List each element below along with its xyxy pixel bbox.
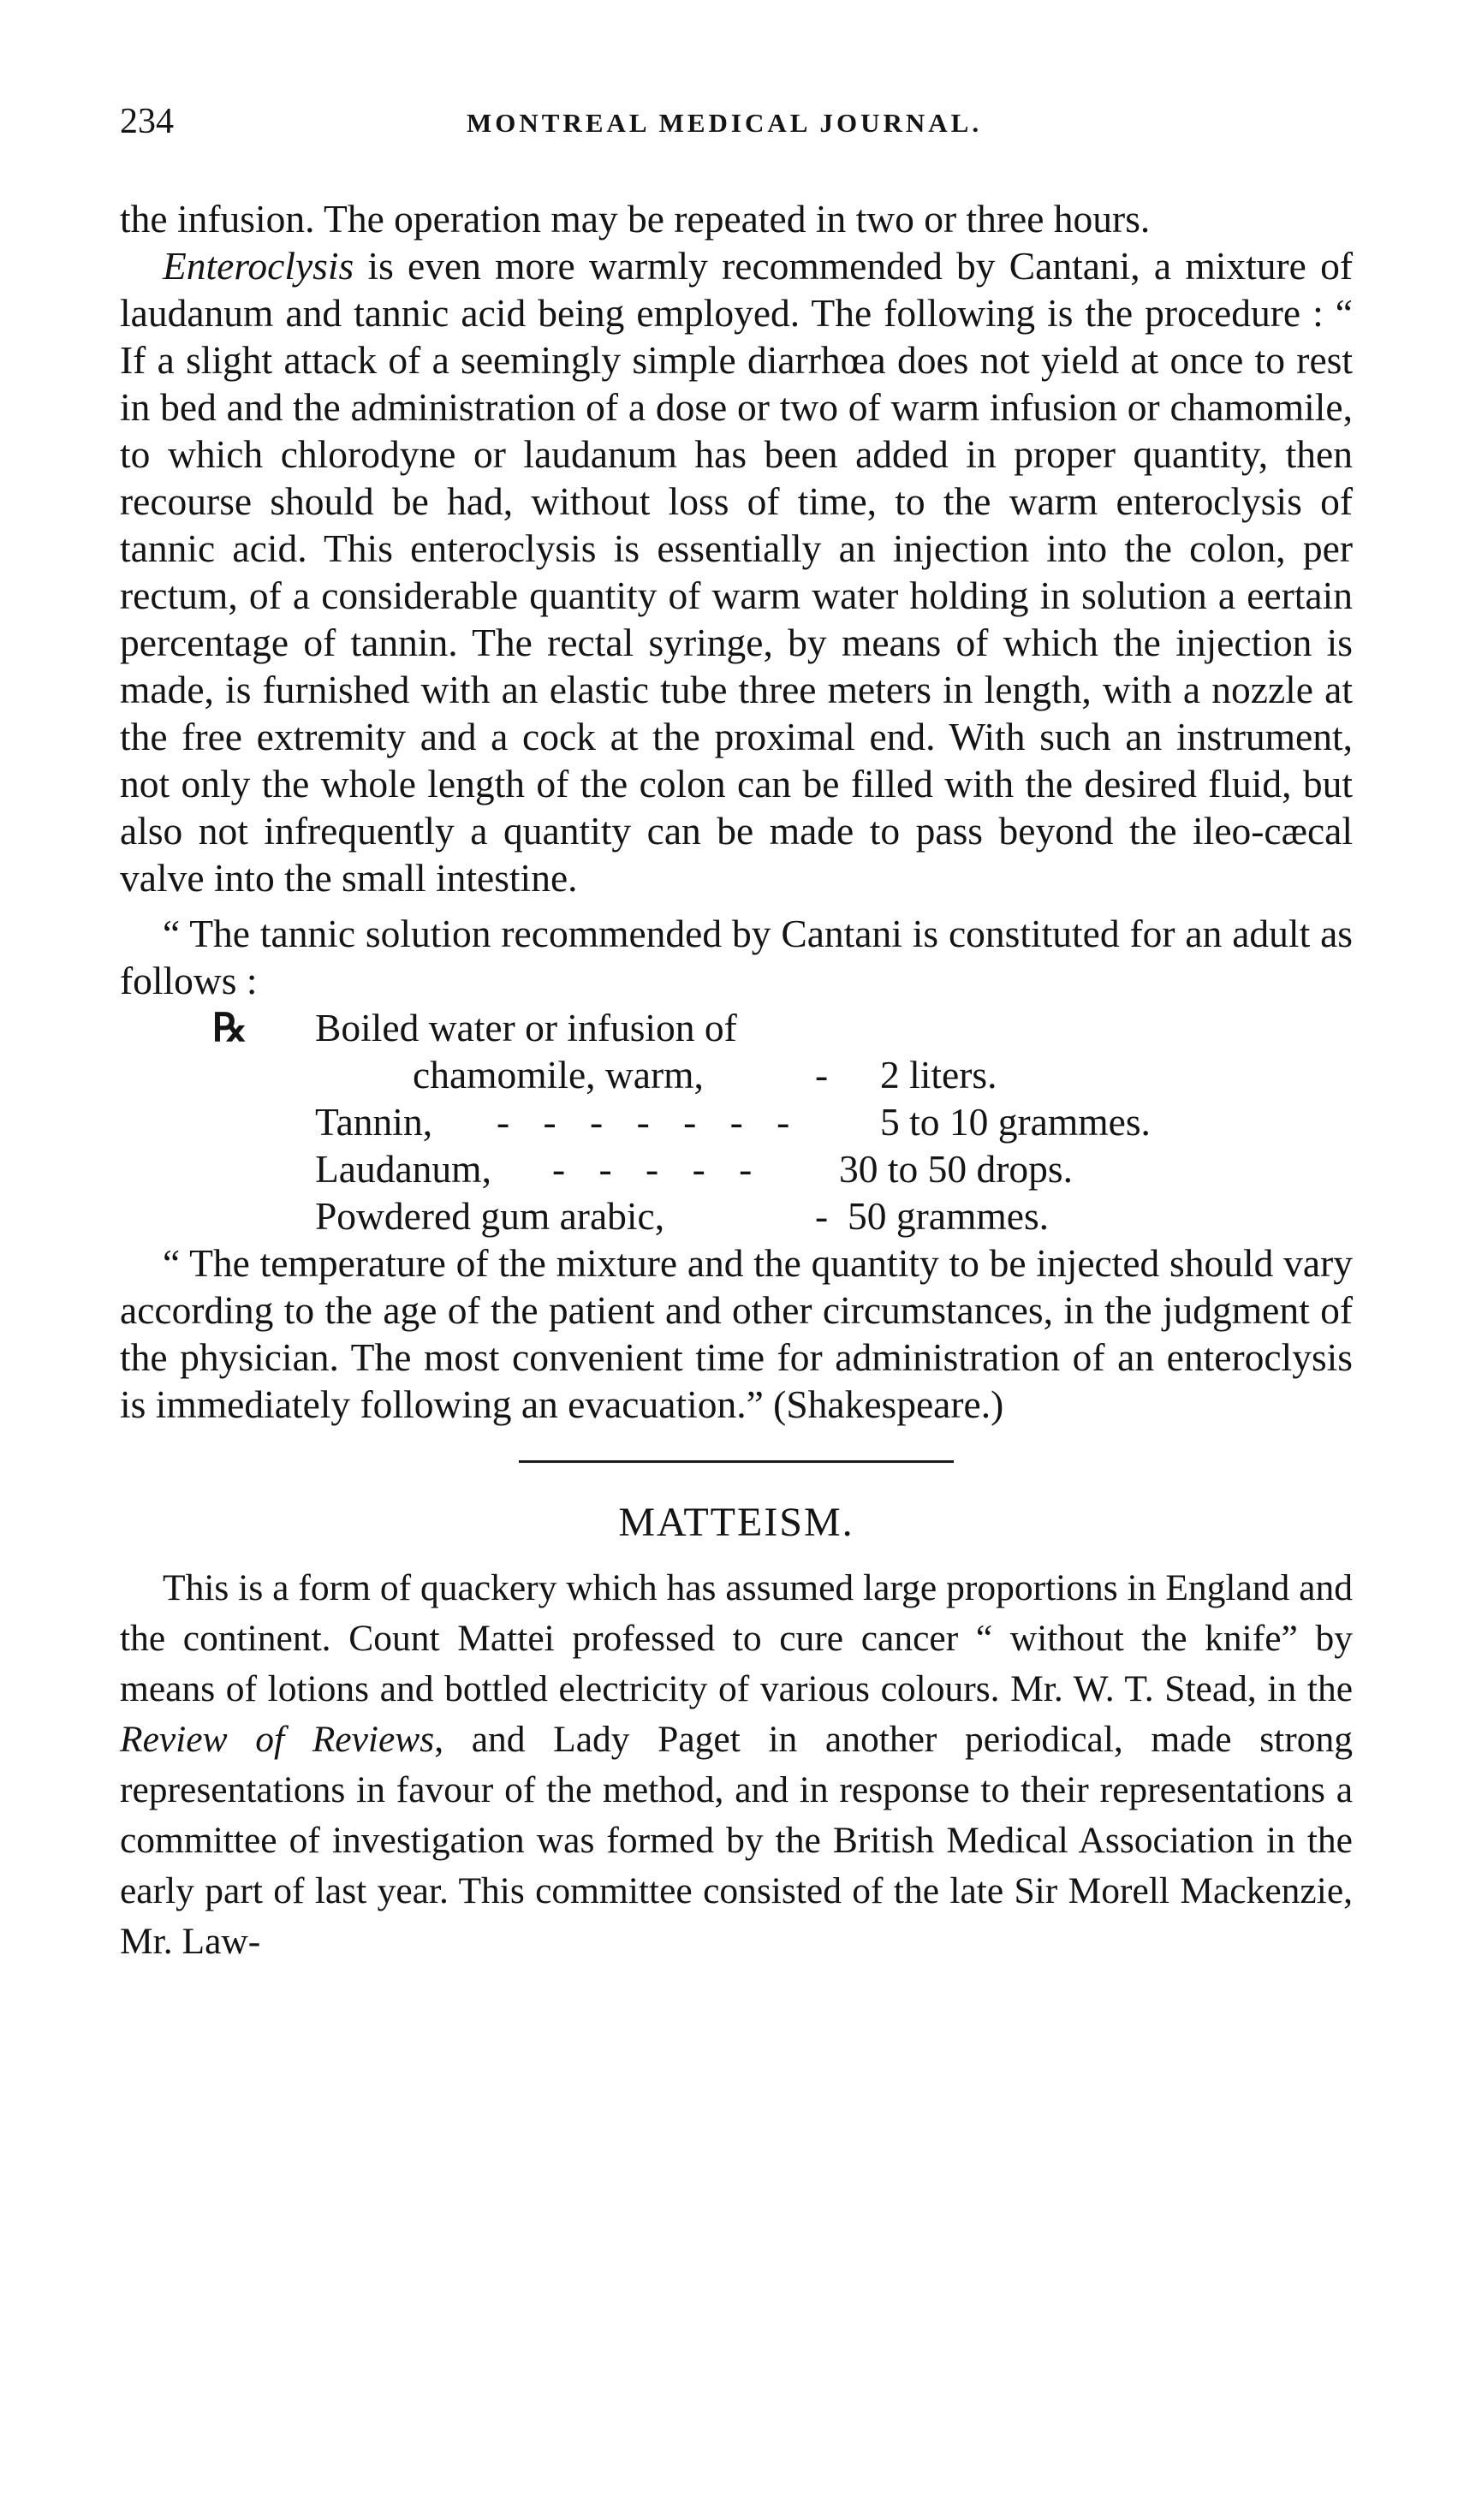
recipe-line-chamomile: chamomile, warm, <box>413 1053 704 1097</box>
page-number: 234 <box>120 102 174 141</box>
paragraph-matteism <box>120 1563 1353 1967</box>
paragraph-temperature: “ The temperature of the mixture and the quantity to be injected should vary according to the age of the patient and other circumstances, in the judgment of the physician. The most convenient time for administration of an enteroclysis is immediately following an evacuation.” (Shakespeare.) <box>120 1241 1353 1426</box>
recipe-amount-chamomile: 2 liters. <box>880 1053 997 1097</box>
recipe-amount-tannin: 5 to 10 grammes. <box>880 1100 1151 1144</box>
section-heading: MATTEISM. <box>618 1500 854 1545</box>
term-enteroclysis: Enteroclysis <box>163 244 354 288</box>
section-matteism <box>120 1563 1353 1967</box>
paragraph-tannic-solution: “ The tannic solution recommended by Cantani is constituted for an adult as follows : <box>120 912 1353 1002</box>
recipe-block <box>120 1004 1353 1239</box>
recipe-leader-chamomile: - <box>815 1053 841 1097</box>
paragraph-enteroclysis <box>120 242 1353 901</box>
recipe-line-laudanum: Laudanum, <box>315 1147 491 1191</box>
periodical-title: Review of Reviews <box>120 1719 435 1760</box>
rx-symbol: ℞ <box>212 1006 247 1049</box>
recipe-leader-gum-arabic: - <box>815 1194 841 1238</box>
journal-title: MONTREAL MEDICAL JOURNAL. <box>467 108 983 138</box>
journal-page <box>120 101 1353 1967</box>
recipe-line-gum-arabic: Powdered gum arabic, <box>315 1194 665 1238</box>
recipe-leader-tannin: - - - - - - - <box>497 1100 802 1144</box>
recipe-amount-gum-arabic: 50 grammes. <box>848 1194 1050 1238</box>
section-divider <box>519 1460 954 1463</box>
paragraph-infusion: the infusion. The operation may be repeated in two or three hours. <box>120 197 1151 241</box>
paragraph-matteism-text-a: This is a form of quackery which has assumed large proportions in England and the continent. Count Mattei professed to cure cancer “ without the knife” by means of lotions and bottled electricity of various colours. Mr. W. T. Stead, in the <box>120 1567 1353 1709</box>
recipe-line-boiled-water: Boiled water or infusion of <box>315 1006 737 1049</box>
paragraph-enteroclysis-text: is even more warmly recommended by Cantani, a mixture of laudanum and tannic acid being employed. The following is the procedure : “ If a slight attack of a seemingly simple diarrhœa does not yield at once to rest in bed and the administration of a dose or two of warm infusion or chamomile, to which chlorodyne or laudanum has been added in proper quantity, then recourse should be had, without loss of time, to the warm enteroclysis of tannic acid. This enteroclysis is essentially an injection into the colon, per rectum, of a considerable quantity of warm water holding in solution a eertain percentage of tannin. The rectal syringe, by means of which the injection is made, is furnished with an elastic tube three meters in length, with a nozzle at the free extremity and a cock at the proximal end. With such an instrument, not only the whole length of the colon can be filled with the desired fluid, but also not infrequently a quantity can be made to pass beyond the ileo-cæcal valve into the small intestine. <box>120 244 1353 900</box>
running-head <box>120 101 1353 152</box>
recipe-leader-laudanum: - - - - - <box>552 1147 765 1191</box>
paragraph-matteism-text-b: , and Lady Paget in another periodical, made strong representations in favour of the method, and in response to their representations a committee of investigation was formed by the British Medical Association in the early part of last year. This committee consisted of the late Sir Morell Mackenzie, Mr. Law- <box>120 1719 1353 1962</box>
recipe-amount-laudanum: 30 to 50 drops. <box>839 1147 1073 1191</box>
recipe-line-tannin: Tannin, <box>315 1100 433 1144</box>
